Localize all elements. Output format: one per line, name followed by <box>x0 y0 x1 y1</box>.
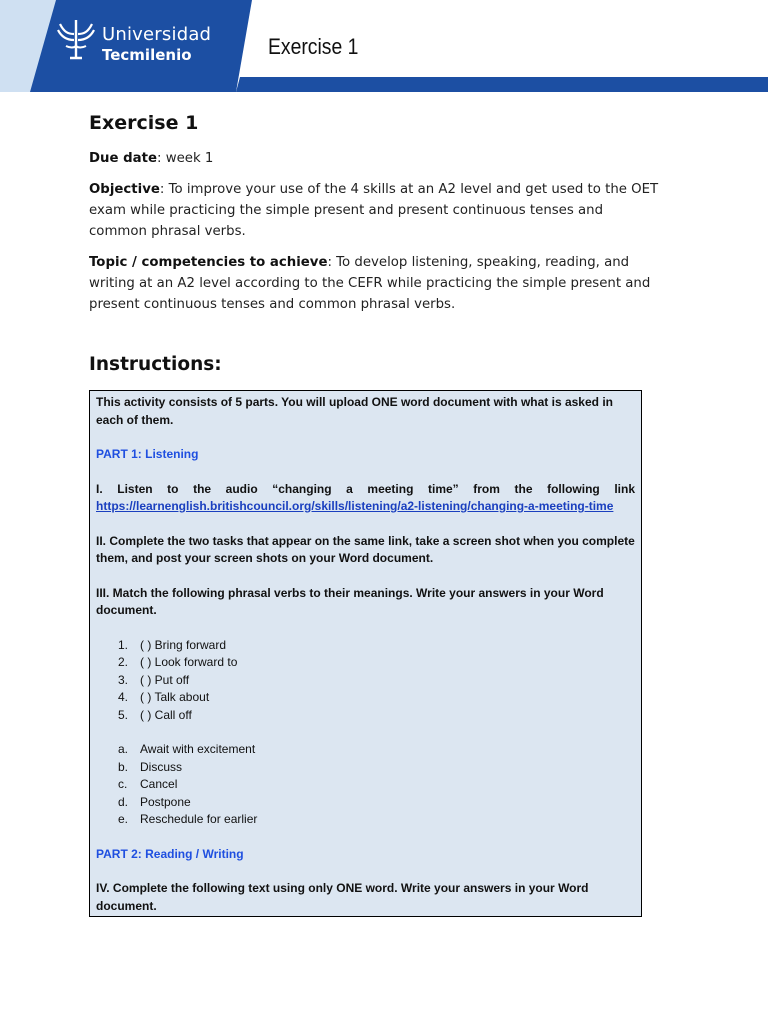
list-letter: d. <box>118 794 129 809</box>
topic-text: : To develop listening, speaking, reading, and writing at an A2 level according to the CEFR while practicing the simple present and present continuous tenses and common phrasal verbs. <box>89 255 651 312</box>
list-item <box>96 637 635 655</box>
objective-paragraph <box>89 179 662 242</box>
part1-title: PART 1: Listening <box>96 447 199 461</box>
due-date-line <box>89 148 662 169</box>
list-item <box>96 759 635 777</box>
list-letter: a. <box>118 742 129 756</box>
list-number: 3. <box>118 672 129 687</box>
list-number: 5. <box>118 707 129 722</box>
objective-label: Objective <box>89 182 160 197</box>
list-text: ( ) Look forward to <box>140 655 238 669</box>
item2-text: II. Complete the two tasks that appear on the same link, take a screen shot when you complete them, and post your screen shots on your Word document. <box>96 533 635 565</box>
part2-title: PART 2: Reading / Writing <box>96 846 244 861</box>
item3-text: III. Match the following phrasal verbs to their meanings. Write your answers in your Word document. <box>96 585 604 617</box>
logo-text-universidad: Universidad <box>102 24 212 45</box>
list-text: ( ) Bring forward <box>140 637 227 652</box>
list-item <box>96 776 635 794</box>
list-item <box>96 811 635 829</box>
document-body <box>89 112 662 325</box>
list-number: 4. <box>118 690 129 704</box>
list-item <box>96 741 635 759</box>
intro-text: This activity consists of 5 parts. You will upload ONE word document with what is asked in each of them. <box>96 395 613 427</box>
list-item <box>96 654 635 672</box>
item1-text: I. Listen to the audio “changing a meeting time” from the following link <box>96 481 635 496</box>
topic-label: Topic / competencies to achieve <box>89 255 328 270</box>
list-text: Cancel <box>140 777 178 791</box>
topic-paragraph <box>89 252 662 315</box>
due-date-label: Due date <box>89 151 158 166</box>
list-letter: e. <box>118 812 129 826</box>
list-item <box>96 672 635 690</box>
phrasal-verbs-list <box>96 637 635 725</box>
list-letter: c. <box>118 777 128 791</box>
university-logo <box>56 18 226 70</box>
due-date-value: : week 1 <box>157 151 214 166</box>
page-header <box>0 0 768 92</box>
list-text: Postpone <box>140 794 191 809</box>
objective-text: : To improve your use of the 4 skills at an A2 level and get used to the OET exam while practicing the simple present and present continuous tenses and common phrasal verbs. <box>89 182 659 239</box>
list-number: 2. <box>118 655 129 669</box>
list-letter: b. <box>118 759 129 774</box>
header-title: Exercise 1 <box>268 34 359 59</box>
item4-text: IV. Complete the following text using only ONE word. Write your answers in your Word document. <box>96 881 589 913</box>
list-item <box>96 707 635 725</box>
list-item <box>96 794 635 812</box>
list-text: Reschedule for earlier <box>140 812 258 826</box>
list-item <box>96 689 635 707</box>
document-title: Exercise 1 <box>89 112 199 134</box>
list-text: Await with excitement <box>140 742 256 756</box>
instructions-heading: Instructions: <box>89 354 222 375</box>
instructions-box <box>89 390 642 917</box>
logo-text-tecmilenio: Tecmilenio <box>102 46 192 64</box>
meanings-list <box>96 741 635 829</box>
logo-mark-icon <box>56 18 96 62</box>
list-text: Discuss <box>140 759 183 774</box>
list-number: 1. <box>118 637 129 652</box>
list-text: ( ) Call off <box>140 707 192 722</box>
list-text: ( ) Talk about <box>140 690 210 704</box>
audio-link[interactable]: https://learnenglish.britishcouncil.org/skills/listening/a2-listening/changing-a-meeting-time <box>96 499 614 513</box>
list-text: ( ) Put off <box>140 672 190 687</box>
